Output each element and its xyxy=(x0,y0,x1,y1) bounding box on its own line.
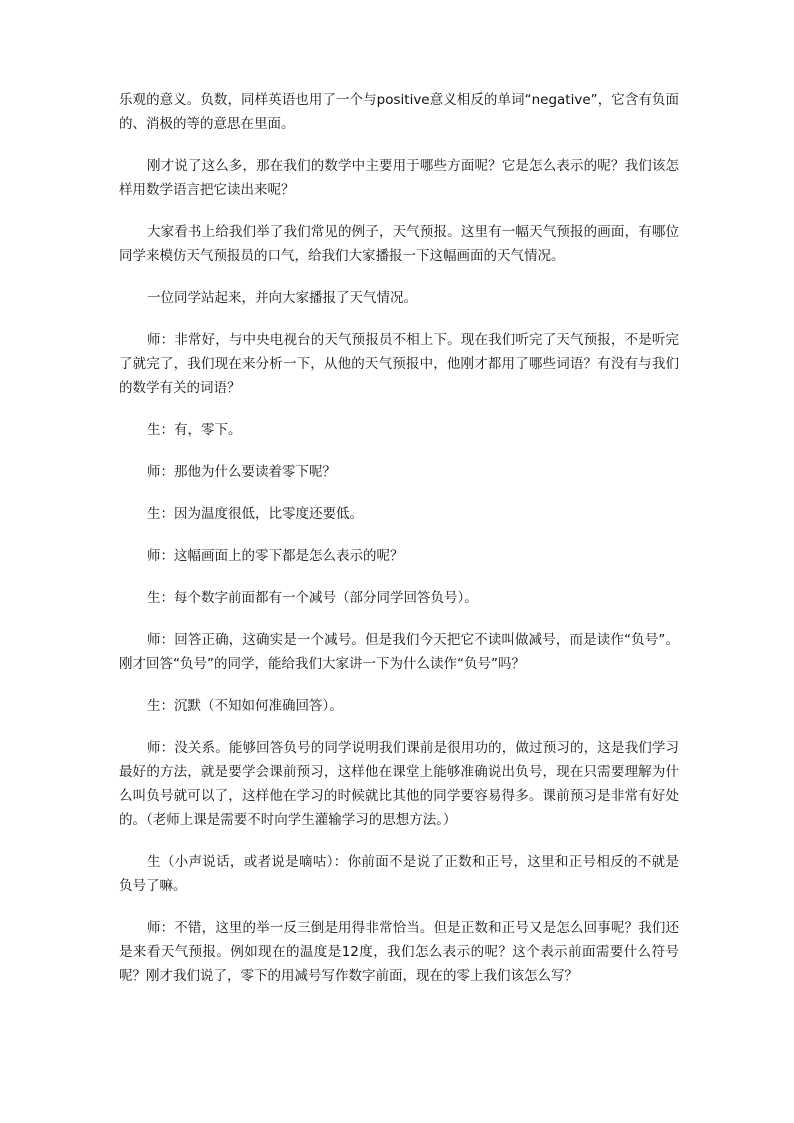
paragraph-teacher-preview: 师：没关系。能够回答负号的同学说明我们课前是很用功的，做过预习的，这是我们学习最好的方法，就是要学会课前预习，这样他在课堂上能够准确说出负号，现在只需要理解为什么叫负号就可以了，这样他在学习的时候就比其他的同学要容易得多。课前预习是非常有好处的。（老师上课是需要不时向学生灌输学习的思想方法。） xyxy=(119,740,679,828)
paragraph-question-usage: 刚才说了这么多，那在我们的数学中主要用于哪些方面呢？它是怎么表示的呢？我们该怎样用数学语言把它读出来呢？ xyxy=(119,158,679,198)
paragraph-teacher-explanation: 师：回答正确，这确实是一个减号。但是我们今天把它不读叫做减号，而是读作“负号”。刚才回答“负号”的同学，能给我们大家讲一下为什么读作“负号”吗？ xyxy=(119,632,679,672)
paragraph-teacher-question-1: 师：那他为什么要读着零下呢？ xyxy=(147,464,336,480)
paragraph-teacher-analysis: 师：非常好，与中央电视台的天气预报员不相上下。现在我们听完了天气预报，不是听完了就完了，我们现在来分析一下，从他的天气预报中，他刚才都用了哪些词语？有没有与我们的数学有关的词语？ xyxy=(119,332,679,396)
paragraph-student-whisper: 生（小声说话，或者说是嘀咕）：你前面不是说了正数和正号，这里和正号相反的不就是负号了嘛。 xyxy=(119,854,679,894)
paragraph-continuation: 乐观的意义。负数，同样英语也用了一个与positive意义相反的单词“negative”，它含有负面的、消极的等的意思在里面。 xyxy=(119,92,679,132)
paragraph-student-answer-1: 生：有，零下。 xyxy=(147,422,242,438)
paragraph-student-answer-2: 生：因为温度很低，比零度还要低。 xyxy=(147,506,363,522)
paragraph-student-report: 一位同学站起来，并向大家播报了天气情况。 xyxy=(147,290,417,306)
paragraph-teacher-question-2: 师：这幅画面上的零下都是怎么表示的呢？ xyxy=(147,548,404,564)
document-page xyxy=(119,88,679,1006)
paragraph-student-silence: 生：沉默（不知如何准确回答）。 xyxy=(147,698,343,714)
paragraph-student-answer-3: 生：每个数字前面都有一个减号（部分同学回答负号）。 xyxy=(147,590,478,606)
paragraph-weather-example: 大家看书上给我们举了我们常见的例子，天气预报。这里有一幅天气预报的画面，有哪位同学来模仿天气预报员的口气，给我们大家播报一下这幅画面的天气情况。 xyxy=(119,224,679,264)
paragraph-teacher-positive: 师：不错，这里的举一反三倒是用得非常恰当。但是正数和正号又是怎么回事呢？我们还是来看天气预报。例如现在的温度是12度，我们怎么表示的呢？这个表示前面需要什么符号呢？刚才我们说了，零下的用减号写作数字前面，现在的零上我们该怎么写？ xyxy=(119,920,679,984)
